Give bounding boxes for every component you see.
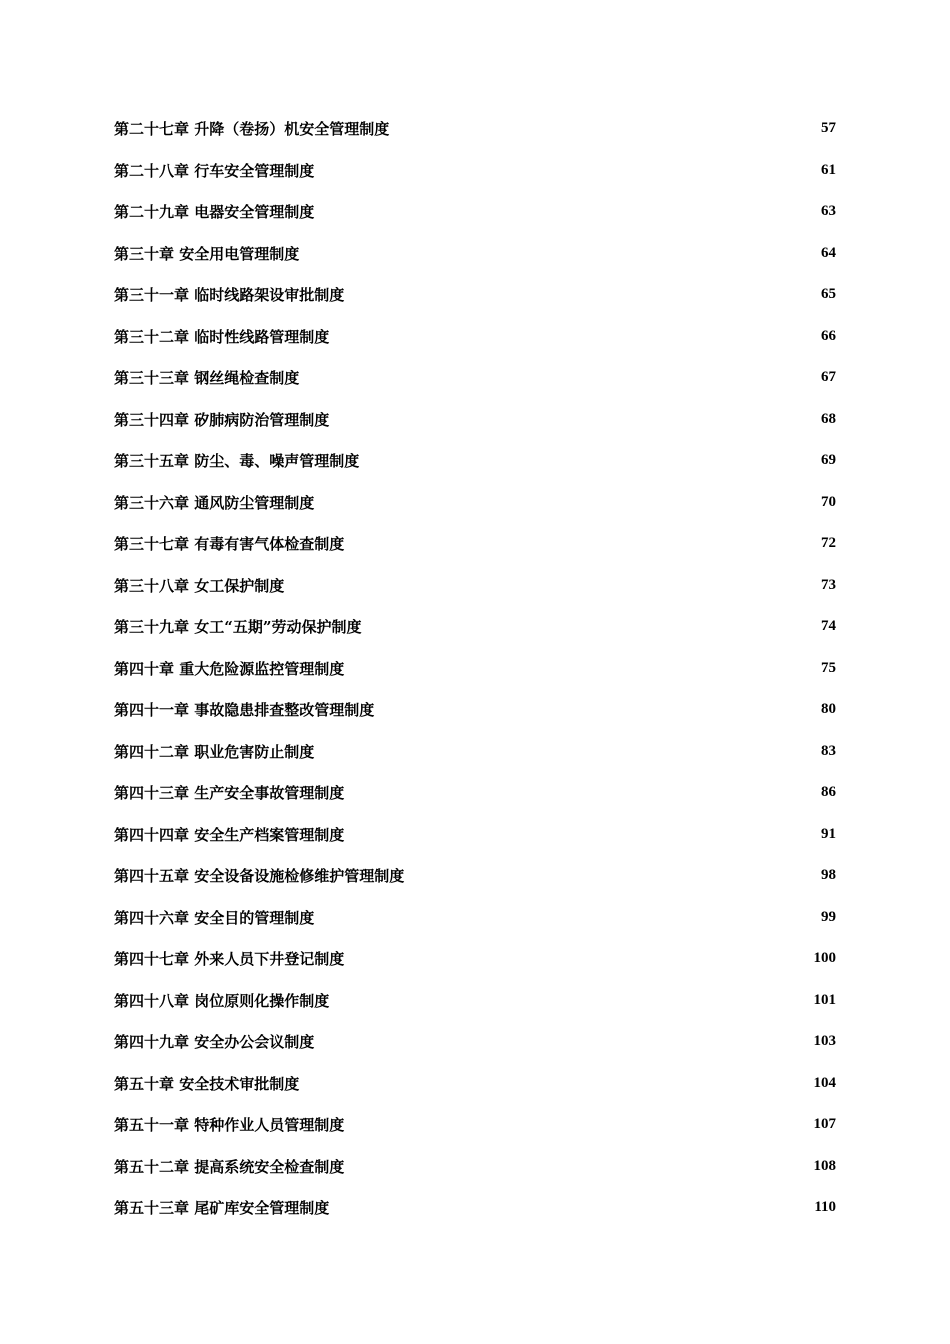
toc-entry[interactable] — [114, 482, 836, 524]
toc-entry[interactable] — [114, 233, 836, 275]
toc-entry[interactable] — [114, 1021, 836, 1063]
toc-entry-title: 第四十七章 外来人员下井登记制度 — [114, 950, 345, 969]
toc-entry-title: 第四十五章 安全设备设施检修维护管理制度 — [114, 867, 405, 886]
toc-entry-page: 80 — [821, 701, 836, 718]
toc-entry-page: 86 — [821, 784, 836, 801]
toc-entry-title: 第二十八章 行车安全管理制度 — [114, 161, 315, 180]
toc-entry-title: 第二十七章 升降（卷扬）机安全管理制度 — [114, 120, 390, 139]
toc-entry-title: 第三十一章 临时线路架设审批制度 — [114, 286, 345, 305]
toc-entry-page: 104 — [813, 1074, 836, 1091]
toc-entry[interactable] — [114, 772, 836, 814]
toc-entry[interactable] — [114, 108, 836, 150]
toc-entry-page: 107 — [813, 1116, 836, 1133]
toc-entry-title: 第二十九章 电器安全管理制度 — [114, 203, 315, 222]
toc-entry-title: 第三十六章 通风防尘管理制度 — [114, 493, 315, 512]
toc-entry-page: 72 — [821, 535, 836, 552]
toc-entry-title: 第三十八章 女工保护制度 — [114, 576, 285, 595]
toc-entry[interactable] — [114, 814, 836, 856]
toc-entry[interactable] — [114, 357, 836, 399]
toc-entry[interactable] — [114, 1187, 836, 1229]
toc-entry-title: 第三十九章 女工“五期”劳动保护制度 — [114, 618, 362, 637]
table-of-contents — [114, 108, 836, 1229]
toc-entry-title: 第四十二章 职业危害防止制度 — [114, 742, 315, 761]
toc-entry-page: 66 — [821, 327, 836, 344]
toc-entry[interactable] — [114, 440, 836, 482]
toc-entry-page: 99 — [821, 908, 836, 925]
toc-entry[interactable] — [114, 150, 836, 192]
toc-entry-page: 64 — [821, 244, 836, 261]
toc-entry-title: 第三十三章 钢丝绳检查制度 — [114, 369, 300, 388]
toc-entry-page: 108 — [813, 1157, 836, 1174]
toc-entry[interactable] — [114, 1063, 836, 1105]
toc-entry-page: 73 — [821, 576, 836, 593]
toc-entry-page: 61 — [821, 161, 836, 178]
toc-entry-title: 第四十一章 事故隐患排查整改管理制度 — [114, 701, 375, 720]
toc-entry-title: 第三十二章 临时性线路管理制度 — [114, 327, 330, 346]
toc-entry-page: 69 — [821, 452, 836, 469]
toc-entry-title: 第三十四章 矽肺病防治管理制度 — [114, 410, 330, 429]
toc-entry-title: 第四十六章 安全目的管理制度 — [114, 908, 315, 927]
toc-entry-title: 第四十章 重大危险源监控管理制度 — [114, 659, 345, 678]
toc-entry[interactable] — [114, 731, 836, 773]
toc-entry[interactable] — [114, 399, 836, 441]
toc-entry-title: 第五十一章 特种作业人员管理制度 — [114, 1116, 345, 1135]
toc-entry-page: 63 — [821, 203, 836, 220]
toc-entry[interactable] — [114, 191, 836, 233]
toc-entry-page: 75 — [821, 659, 836, 676]
toc-entry-title: 第四十九章 安全办公会议制度 — [114, 1033, 315, 1052]
toc-entry-page: 91 — [821, 825, 836, 842]
toc-entry-title: 第四十四章 安全生产档案管理制度 — [114, 825, 345, 844]
toc-entry-page: 110 — [814, 1199, 836, 1216]
toc-entry[interactable] — [114, 1104, 836, 1146]
toc-entry-title: 第五十二章 提高系统安全检查制度 — [114, 1157, 345, 1176]
toc-entry[interactable] — [114, 274, 836, 316]
toc-entry-title: 第三十五章 防尘、毒、噪声管理制度 — [114, 452, 360, 471]
toc-entry-page: 74 — [821, 618, 836, 635]
toc-entry-page: 100 — [813, 950, 836, 967]
toc-entry-page: 67 — [821, 369, 836, 386]
toc-entry-title: 第三十章 安全用电管理制度 — [114, 244, 300, 263]
toc-entry-page: 68 — [821, 410, 836, 427]
toc-entry[interactable] — [114, 938, 836, 980]
toc-entry-page: 65 — [821, 286, 836, 303]
toc-entry-page: 101 — [813, 991, 836, 1008]
toc-entry-title: 第四十八章 岗位原则化操作制度 — [114, 991, 330, 1010]
toc-entry-title: 第五十章 安全技术审批制度 — [114, 1074, 300, 1093]
toc-entry[interactable] — [114, 523, 836, 565]
toc-entry-page: 103 — [813, 1033, 836, 1050]
toc-entry-page: 70 — [821, 493, 836, 510]
toc-entry-title: 第三十七章 有毒有害气体检查制度 — [114, 535, 345, 554]
toc-entry[interactable] — [114, 316, 836, 358]
toc-entry[interactable] — [114, 1146, 836, 1188]
toc-entry[interactable] — [114, 897, 836, 939]
toc-entry[interactable] — [114, 565, 836, 607]
toc-entry-title: 第五十三章 尾矿库安全管理制度 — [114, 1199, 330, 1218]
toc-entry-page: 83 — [821, 742, 836, 759]
toc-entry-page: 57 — [821, 120, 836, 137]
toc-entry[interactable] — [114, 855, 836, 897]
toc-entry-title: 第四十三章 生产安全事故管理制度 — [114, 784, 345, 803]
toc-entry[interactable] — [114, 980, 836, 1022]
toc-entry[interactable] — [114, 689, 836, 731]
toc-entry-page: 98 — [821, 867, 836, 884]
toc-entry[interactable] — [114, 606, 836, 648]
toc-entry[interactable] — [114, 648, 836, 690]
